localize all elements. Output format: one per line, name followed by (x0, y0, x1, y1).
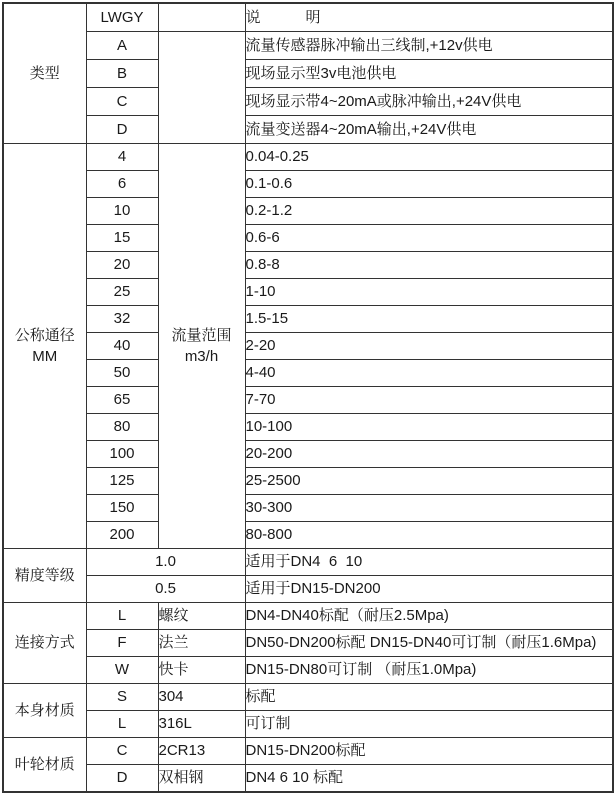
flow-range-cell: 30-300 (245, 495, 613, 522)
body-material-label: 本身材质 (14, 701, 75, 719)
connection-code-cell: W (86, 657, 158, 684)
flow-range-cell: 1-10 (245, 279, 613, 306)
table-row (3, 32, 613, 60)
type-desc-cell: 流量传感器脉冲输出三线制,+12v供电 (245, 32, 613, 60)
table-row (3, 3, 613, 32)
row-group-label-diameter (3, 144, 86, 549)
dn-cell: 125 (86, 468, 158, 495)
connection-code-cell: L (86, 603, 158, 630)
row-group-label-type: 类型 (3, 3, 86, 144)
dn-cell: 32 (86, 306, 158, 333)
table-row (3, 738, 613, 765)
type-code-cell: D (86, 116, 158, 144)
table-row (3, 60, 613, 88)
table-row (3, 414, 613, 441)
row-group-label-body-material (3, 684, 86, 738)
table-row (3, 333, 613, 360)
flow-range-cell: 0.1-0.6 (245, 171, 613, 198)
flow-range-cell: 1.5-15 (245, 306, 613, 333)
impeller-material-label: 叶轮材质 (14, 755, 75, 773)
material-code-cell: L (86, 711, 158, 738)
table-row (3, 225, 613, 252)
dn-cell: 150 (86, 495, 158, 522)
type-code-cell: C (86, 88, 158, 116)
flow-range-cell: 80-800 (245, 522, 613, 549)
accuracy-scope-cell: 适用于DN4 6 10 (245, 549, 613, 576)
table-row (3, 88, 613, 116)
table-row (3, 630, 613, 657)
material-desc-cell: 可订制 (245, 711, 613, 738)
flow-range-cell: 0.2-1.2 (245, 198, 613, 225)
flow-range-cell: 25-2500 (245, 468, 613, 495)
flow-range-cell: 2-20 (245, 333, 613, 360)
table-row (3, 468, 613, 495)
table-row (3, 171, 613, 198)
table-row (3, 198, 613, 225)
row-group-label-accuracy: 精度等级 (3, 549, 86, 603)
flow-range-cell: 4-40 (245, 360, 613, 387)
empty-cell (158, 32, 245, 144)
flow-range-cell: 7-70 (245, 387, 613, 414)
accuracy-scope-cell: 适用于DN15-DN200 (245, 576, 613, 603)
type-code-cell: A (86, 32, 158, 60)
material-name-cell: 304 (158, 684, 245, 711)
dn-cell: 10 (86, 198, 158, 225)
connection-code-cell: F (86, 630, 158, 657)
flow-range-unit: m3/h (184, 348, 219, 365)
connection-name-cell: 快卡 (158, 657, 245, 684)
dn-cell: 6 (86, 171, 158, 198)
material-code-cell: S (86, 684, 158, 711)
flow-range-cell: 20-200 (245, 441, 613, 468)
flow-range-cell: 0.04-0.25 (245, 144, 613, 171)
connection-name-cell: 螺纹 (158, 603, 245, 630)
table-row (3, 522, 613, 549)
row-group-label-connection: 连接方式 (3, 603, 86, 684)
table-row (3, 603, 613, 630)
dn-cell: 50 (86, 360, 158, 387)
table-row (3, 279, 613, 306)
table-row (3, 441, 613, 468)
empty-cell (158, 3, 245, 32)
dn-cell: 100 (86, 441, 158, 468)
material-desc-cell: 标配 (245, 684, 613, 711)
material-code-cell: C (86, 738, 158, 765)
table-row (3, 495, 613, 522)
material-code-cell: D (86, 765, 158, 793)
table-row (3, 387, 613, 414)
dn-cell: 25 (86, 279, 158, 306)
dn-cell: 4 (86, 144, 158, 171)
accuracy-grade-cell: 0.5 (86, 576, 245, 603)
accuracy-grade-cell: 1.0 (86, 549, 245, 576)
flow-range-cell: 0.6-6 (245, 225, 613, 252)
table-row (3, 765, 613, 793)
table-row (3, 306, 613, 333)
table-row (3, 711, 613, 738)
table-row (3, 252, 613, 279)
material-desc-cell: DN15-DN200标配 (245, 738, 613, 765)
dn-cell: 20 (86, 252, 158, 279)
table-row (3, 360, 613, 387)
connection-desc-cell: DN15-DN80可订制 （耐压1.0Mpa) (245, 657, 613, 684)
material-name-cell: 双相钢 (158, 765, 245, 793)
material-desc-cell: DN4 6 10 标配 (245, 765, 613, 793)
row-group-label-impeller-material (3, 738, 86, 793)
table-row (3, 549, 613, 576)
dn-cell: 80 (86, 414, 158, 441)
diameter-unit: MM (32, 348, 58, 365)
table-row (3, 576, 613, 603)
connection-desc-cell: DN4-DN40标配（耐压2.5Mpa) (245, 603, 613, 630)
material-name-cell: 316L (158, 711, 245, 738)
description-header-cell: 说 明 (245, 3, 613, 32)
type-code-cell: B (86, 60, 158, 88)
connection-desc-cell: DN50-DN200标配 DN15-DN40可订制（耐压1.6Mpa) (245, 630, 613, 657)
table-row (3, 684, 613, 711)
dn-cell: 15 (86, 225, 158, 252)
dn-cell: 200 (86, 522, 158, 549)
model-code-cell: LWGY (86, 3, 158, 32)
flow-range-cell: 0.8-8 (245, 252, 613, 279)
flow-range-label-cell (158, 144, 245, 549)
table-row (3, 657, 613, 684)
flow-range-label: 流量范围 (171, 327, 232, 344)
flow-range-cell: 10-100 (245, 414, 613, 441)
type-desc-cell: 现场显示带4~20mA或脉冲输出,+24V供电 (245, 88, 613, 116)
spec-table (2, 2, 614, 793)
dn-cell: 40 (86, 333, 158, 360)
material-name-cell: 2CR13 (158, 738, 245, 765)
type-desc-cell: 现场显示型3v电池供电 (245, 60, 613, 88)
type-desc-cell: 流量变送器4~20mA输出,+24V供电 (245, 116, 613, 144)
diameter-label: 公称通径 (14, 327, 75, 344)
connection-name-cell: 法兰 (158, 630, 245, 657)
table-row (3, 116, 613, 144)
dn-cell: 65 (86, 387, 158, 414)
table-row (3, 144, 613, 171)
